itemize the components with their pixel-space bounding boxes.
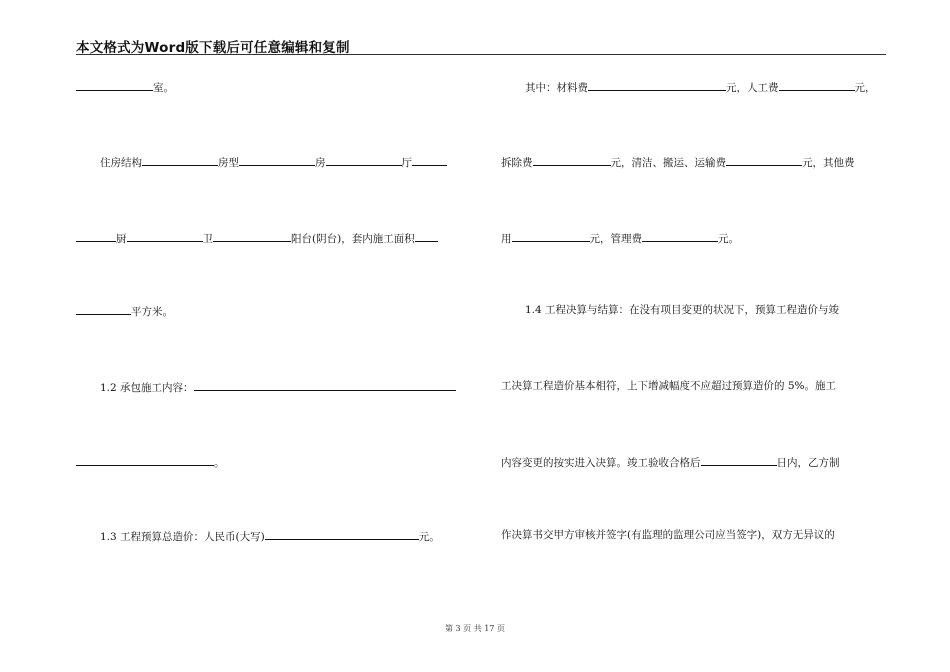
blank-field[interactable] bbox=[265, 528, 419, 540]
blank-field[interactable] bbox=[726, 154, 802, 166]
page-header bbox=[76, 34, 886, 55]
blank-field[interactable] bbox=[76, 454, 214, 466]
text-fragment: 1.3 工程预算总造价：人民币(大写) bbox=[100, 531, 265, 543]
text-fragment: 。 bbox=[214, 457, 225, 469]
blank-field[interactable] bbox=[326, 154, 402, 166]
left-line-1 bbox=[76, 79, 174, 95]
left-line-3 bbox=[76, 230, 438, 246]
text-fragment: 平方米。 bbox=[131, 306, 173, 318]
text-fragment: 室。 bbox=[153, 82, 174, 94]
left-line-2 bbox=[100, 154, 447, 170]
text-fragment: 阳台(阴台)，套内施工面积 bbox=[291, 233, 415, 245]
blank-field[interactable] bbox=[415, 230, 438, 242]
blank-field[interactable] bbox=[588, 79, 726, 91]
text-fragment: 元，人工费 bbox=[726, 82, 779, 94]
blank-field[interactable] bbox=[412, 154, 447, 166]
header-title: 本文格式为Word版下载后可任意编辑和复制 bbox=[76, 40, 350, 56]
text-fragment: 其中：材料费 bbox=[525, 82, 588, 94]
blank-field[interactable] bbox=[76, 303, 131, 315]
right-line-6 bbox=[501, 454, 840, 470]
text-fragment: 厅 bbox=[401, 157, 412, 169]
text-fragment: 元， bbox=[854, 82, 876, 94]
text-fragment: 卫 bbox=[202, 233, 213, 245]
text-fragment: 日内，乙方制 bbox=[776, 457, 840, 469]
blank-field[interactable] bbox=[142, 154, 218, 166]
blank-field[interactable] bbox=[701, 454, 777, 466]
blank-field[interactable] bbox=[127, 230, 203, 242]
text-fragment: 1.2 承包施工内容： bbox=[100, 382, 194, 394]
page-footer: 第 3 页 共 17 页 bbox=[445, 624, 505, 633]
text-fragment: 用 bbox=[501, 233, 512, 245]
blank-field[interactable] bbox=[512, 230, 590, 242]
blank-field[interactable] bbox=[76, 79, 153, 91]
blank-field[interactable] bbox=[533, 154, 611, 166]
left-line-5 bbox=[100, 379, 456, 395]
text-fragment: 元，清洁、搬运、运输费 bbox=[610, 157, 726, 169]
left-line-7 bbox=[100, 528, 440, 544]
right-line-2 bbox=[501, 154, 855, 170]
left-line-6 bbox=[76, 454, 225, 470]
text-fragment: 厨 bbox=[116, 233, 127, 245]
right-line-1 bbox=[525, 79, 876, 95]
blank-field[interactable] bbox=[213, 230, 291, 242]
text-fragment: 作决算书交甲方审核并签字(有监理的监理公司应当签字)，双方无异议的 bbox=[501, 529, 835, 541]
left-line-4 bbox=[76, 303, 173, 319]
text-fragment: 元。 bbox=[718, 233, 739, 245]
text-fragment: 内容变更的按实进入决算。竣工验收合格后 bbox=[501, 457, 701, 469]
text-fragment: 1.4 工程决算与结算：在没有项目变更的状况下，预算工程造价与竣 bbox=[525, 304, 840, 316]
right-line-3 bbox=[501, 230, 739, 246]
text-fragment: 房 bbox=[315, 157, 326, 169]
right-line-5 bbox=[501, 379, 836, 393]
text-fragment: 元，管理费 bbox=[589, 233, 642, 245]
blank-field[interactable] bbox=[76, 230, 116, 242]
blank-field[interactable] bbox=[239, 154, 315, 166]
text-fragment: 拆除费 bbox=[501, 157, 533, 169]
text-fragment: 住房结构 bbox=[100, 157, 142, 169]
right-line-4 bbox=[525, 303, 839, 317]
text-fragment: 工决算工程造价基本相符，上下增减幅度不应超过预算造价的 5%。施工 bbox=[501, 380, 836, 392]
blank-field[interactable] bbox=[642, 230, 718, 242]
text-fragment: 房型 bbox=[218, 157, 239, 169]
text-fragment: 元，其他费 bbox=[802, 157, 855, 169]
right-line-7 bbox=[501, 528, 835, 542]
text-fragment: 元。 bbox=[418, 531, 440, 543]
blank-field[interactable] bbox=[779, 79, 855, 91]
blank-field[interactable] bbox=[194, 379, 456, 391]
